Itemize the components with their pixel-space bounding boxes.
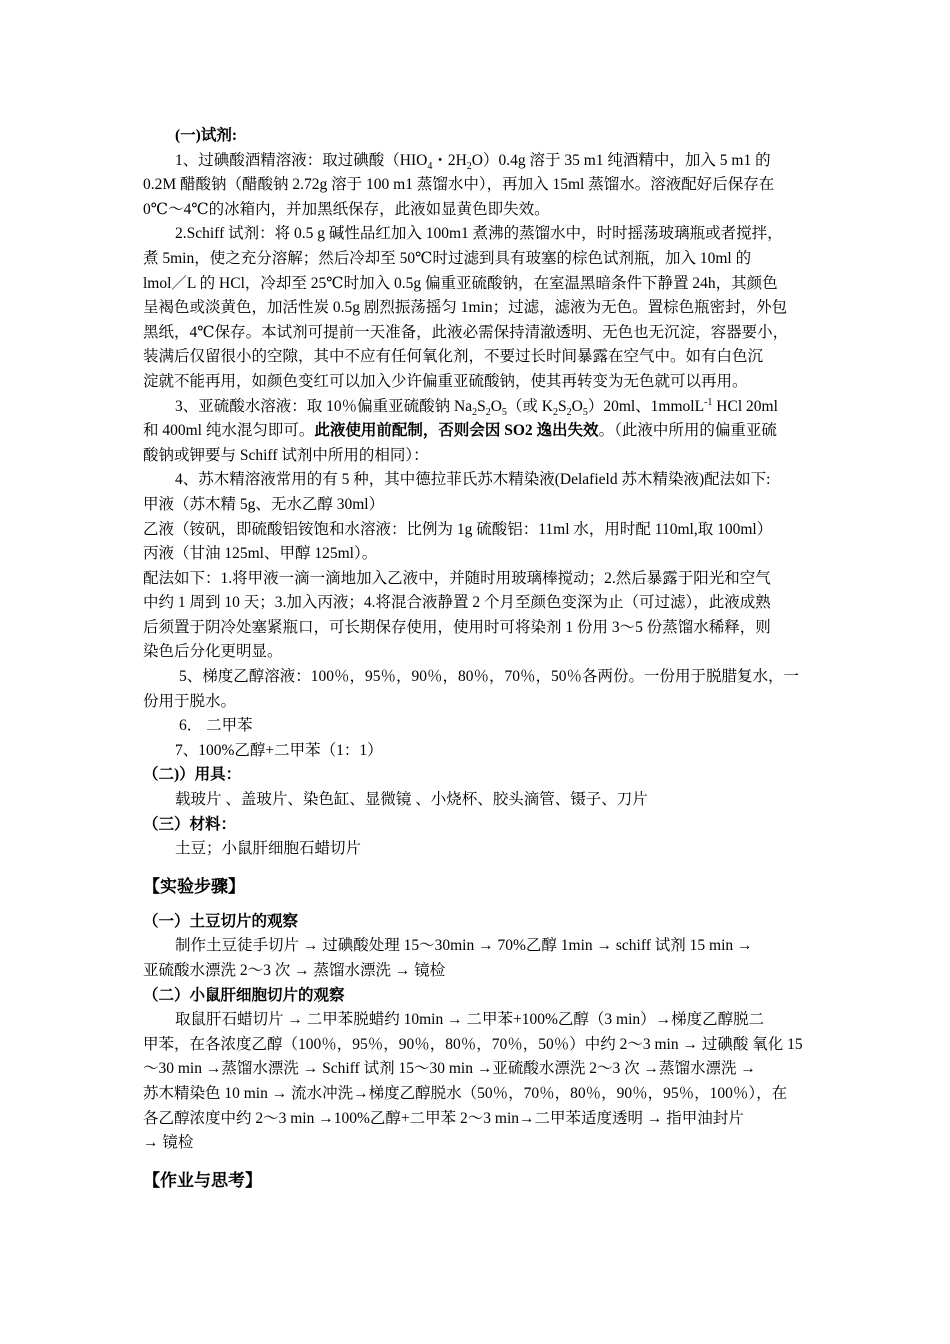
materials-heading: （三）材料： bbox=[143, 815, 237, 833]
steps-heading: 【实验步骤】 bbox=[143, 876, 245, 896]
reagent-4-line-2: 甲液（苏木精 5g、无水乙醇 30ml） bbox=[143, 495, 385, 513]
reagent-5-line-1: 5、梯度乙醇溶液：100％，95％，90％，80％，70％，50％各两份。一份用于脱腊复水，一 bbox=[179, 668, 800, 686]
liver-step-line-3: ～30 min →蒸馏水漂洗 → Schiff 试剂 15～30 min →亚硫酸水漂洗 2～3 次 →蒸馏水漂洗 → bbox=[143, 1060, 756, 1078]
liver-heading: （二）小鼠肝细胞切片的观察 bbox=[143, 986, 345, 1004]
reagent-5-line-2: 份用于脱水。 bbox=[143, 692, 237, 710]
reagent-2-line-4: 呈褐色或淡黄色，加活性炭 0.5g 剧烈振荡摇匀 1min；过滤，滤液为无色。置棕色瓶密封，外包 bbox=[143, 299, 788, 317]
reagent-2-line-1: 2.Schiff 试剂：将 0.5 g 碱性品红加入 100m1 煮沸的蒸馏水中，时时摇荡玻璃瓶或者搅拌， bbox=[175, 225, 783, 243]
potato-step-line-1: 制作土豆徒手切片 → 过碘酸处理 15～30min → 70%乙醇 1min → schiff 试剂 15 min → bbox=[175, 937, 753, 955]
reagent-1-line-1: 1、过碘酸酒精溶液：取过碘酸（$HIO_4$・$2H_2O)0.4g$ 溶于 35 m1 纯酒精中，加入 5 m1 的 bbox=[175, 151, 771, 172]
liver-step-line-5: 各乙醇浓度中约 2～3 min →100%乙醇+二甲苯 2～3 min→二甲苯适度透明 → 指甲油封片 bbox=[143, 1109, 744, 1127]
reagent-2-line-2: 煮 5min，使之充分溶解；然后冷却至 50℃时过滤到具有玻塞的棕色试剂瓶，加入 10ml 的 bbox=[143, 249, 752, 267]
materials-content: 土豆；小鼠肝细胞石蜡切片 bbox=[175, 840, 362, 858]
reagent-3-line-3: 酸钠或钾要与 Schiff 试剂中所用的相同）： bbox=[143, 446, 429, 464]
liver-step-line-1: 取鼠肝石蜡切片 → 二甲苯脱蜡约 10min → 二甲苯+100%乙醇（3 min）→梯度乙醇脱二 bbox=[175, 1011, 765, 1029]
potato-step-line-2: 亚硫酸水漂洗 2～3 次 → 蒸馏水漂洗 → 镜检 bbox=[143, 962, 446, 979]
reagent-4-line-7: 后须置于阴冷处塞紧瓶口，可长期保存使用，使用时可将染剂 1 份用 3～5 份蒸馏水稀释，则 bbox=[143, 618, 771, 636]
reagent-6: 6． 二甲苯 bbox=[179, 717, 253, 735]
liver-step-line-6: → 镜检 bbox=[143, 1134, 194, 1152]
document-page bbox=[143, 124, 811, 1194]
reagent-3-line-2: 和 400ml 纯水混匀即可。此液使用前配制，否则会因 SO2 逸出失效。（此液中所用的偏重亚硫 bbox=[143, 422, 777, 440]
reagent-2-line-5: 黑纸，4℃保存。本试剂可提前一天准备，此液必需保持清澈透明、无色也无沉淀，容器要小， bbox=[143, 323, 789, 341]
reagent-1-line-3: 0℃～4℃的冰箱内，并加黑纸保存，此液如显黄色即失效。 bbox=[143, 200, 550, 218]
potato-heading: （一）土豆切片的观察 bbox=[143, 912, 299, 930]
reagent-4-line-8: 染色后分化更明显。 bbox=[143, 643, 283, 661]
homework-heading: 【作业与思考】 bbox=[143, 1170, 262, 1190]
reagent-4-line-3: 乙液（铵矾，即硫酸铝铵饱和水溶液：比例为 1g 硫酸铝：11ml 水，用时配 110ml,取 100ml） bbox=[143, 520, 773, 538]
reagent-1-line-2: 0.2M 醋酸钠（醋酸钠 2.72g 溶于 100 m1 蒸馏水中），再加入 15ml 蒸馏水。溶液配好后保存在 bbox=[143, 176, 775, 194]
reagents-heading: (一)试剂: bbox=[175, 127, 237, 144]
reagent-3-line-1: 3、亚硫酸水溶液：取 10％偏重亚硫酸钠 $Na_2S_2O_5$（或 $K_2S_2O_5)20ml$、1mmolL$^{-1}$ HCl 20ml bbox=[175, 396, 778, 418]
reagent-2-line-3: lmol／L 的 HCl，冷却至 25℃时加入 0.5g 偏重亚硫酸钠，在室温黑暗条件下静置 24h，其颜色 bbox=[143, 274, 778, 292]
liver-step-line-4: 苏木精染色 10 min → 流水冲洗→梯度乙醇脱水（50％，70％，80％，90％，95％，100％），在 bbox=[143, 1084, 788, 1102]
reagent-7: 7、100%乙醇+二甲苯（1：1） bbox=[175, 741, 383, 759]
reagent-3-warning: 此液使用前配制，否则会因 SO2 逸出失效 bbox=[314, 422, 599, 440]
tools-content: 载玻片 、盖玻片、染色缸、显微镜 、小烧杯、胶头滴管、镊子、刀片 bbox=[175, 791, 648, 809]
tools-heading: （二)）用具： bbox=[143, 766, 242, 784]
reagent-2-line-7: 淀就不能再用，如颜色变红可以加入少许偏重亚硫酸钠，使其再转变为无色就可以再用。 bbox=[143, 372, 748, 390]
reagent-4-line-6: 中约 1 周到 10 天；3.加入丙液；4.将混合液静置 2 个月至颜色变深为止（可过滤），此液成熟 bbox=[143, 594, 771, 612]
reagent-4-line-1: 4、苏木精溶液常用的有 5 种，其中德拉菲氏苏木精染液(Delafield 苏木精染液)配法如下: bbox=[175, 471, 771, 489]
reagent-4-line-4: 丙液（甘油 125ml、甲醇 125ml）。 bbox=[143, 545, 378, 563]
reagent-2-line-6: 装满后仅留很小的空隙，其中不应有任何氧化剂，不要过长时间暴露在空气中。如有白色沉 bbox=[143, 348, 764, 366]
liver-step-line-2: 甲苯，在各浓度乙醇（100％，95％，90％，80％，70％，50％）中约 2～3 min → 过碘酸 氧化 15 bbox=[143, 1035, 803, 1053]
reagent-4-line-5: 配法如下：1.将甲液一滴一滴地加入乙液中，并随时用玻璃棒搅动；2.然后暴露于阳光和空气 bbox=[143, 569, 771, 587]
